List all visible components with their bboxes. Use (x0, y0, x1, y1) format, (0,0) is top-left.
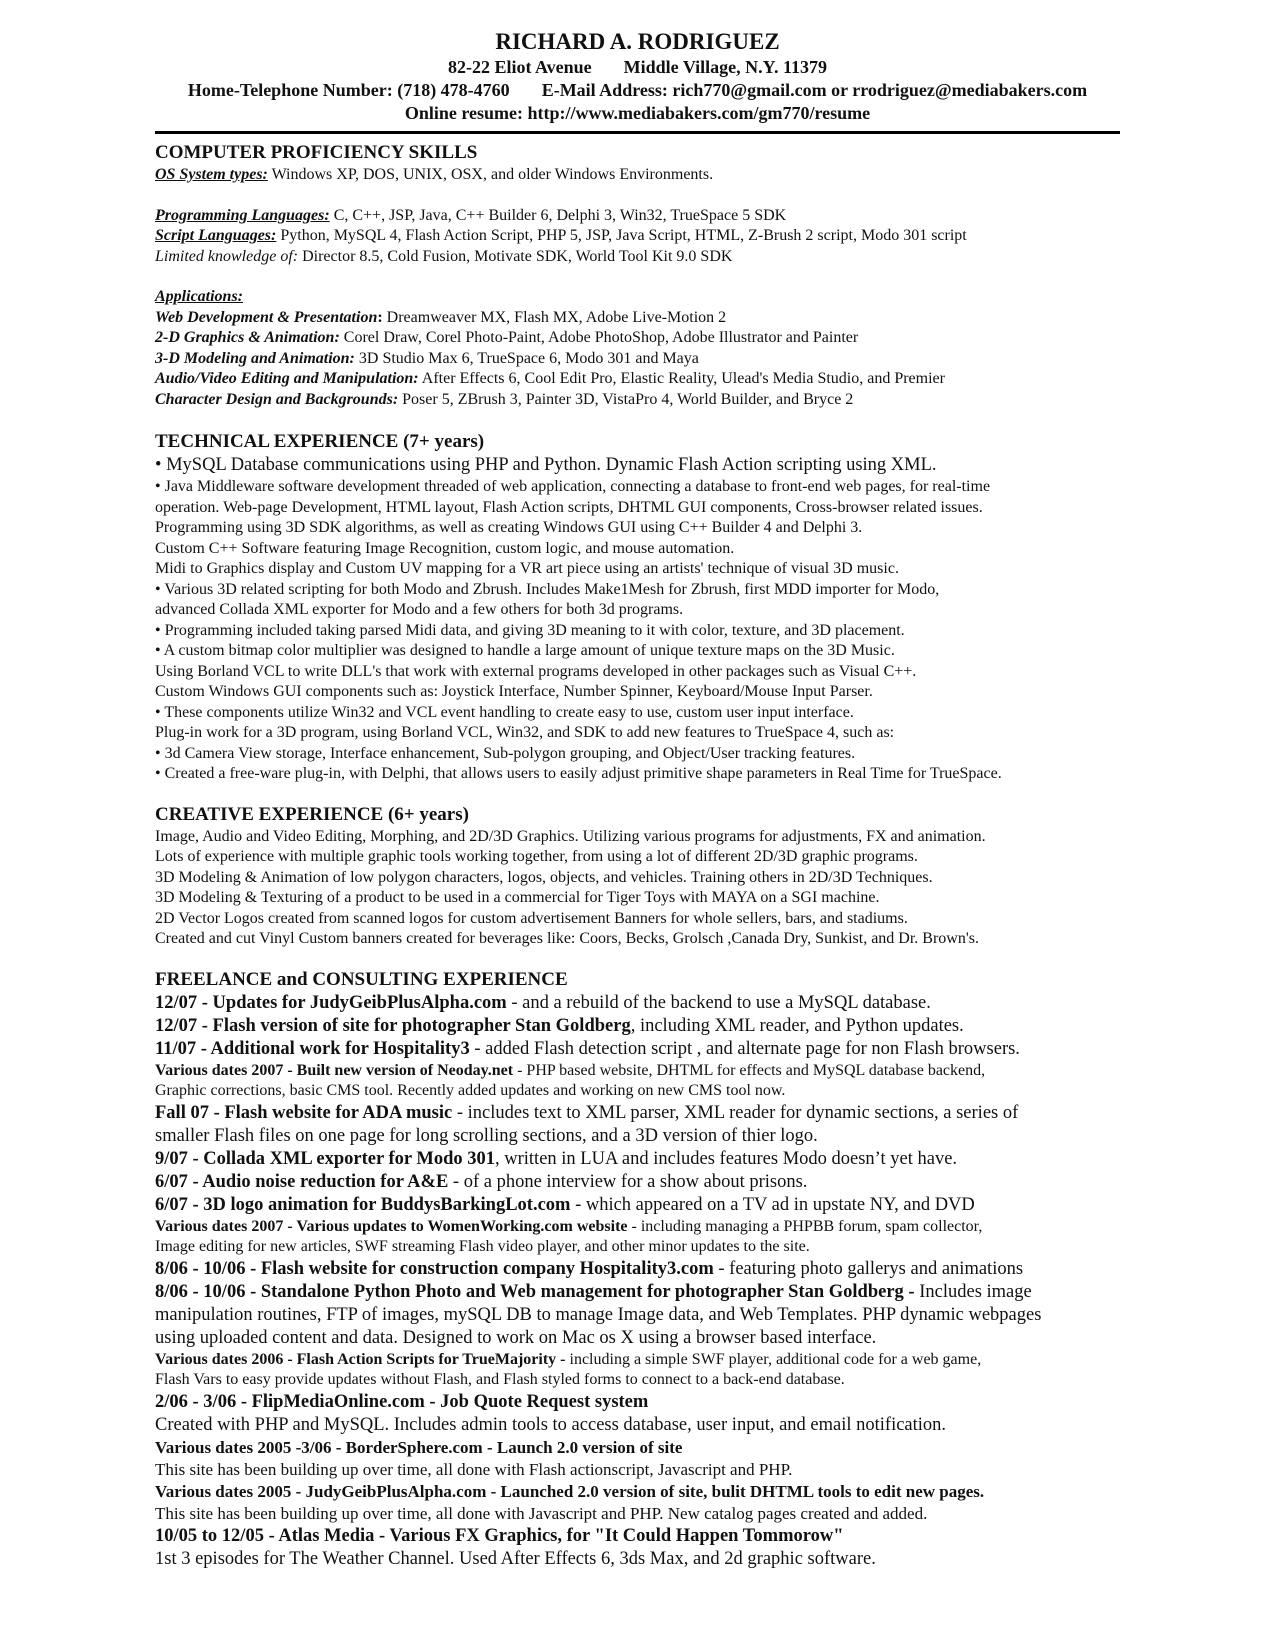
technical-line: • A custom bitmap color multiplier was designed to handle a large amount of unique texture maps on the 3D Music. (155, 642, 895, 659)
technical-first-line: • MySQL Database communications using PHP and Python. Dynamic Flash Action scripting using XML. (155, 455, 937, 475)
freelance-entry-title: 9/07 - Collada XML exporter for Modo 301 (155, 1148, 495, 1169)
freelance-entry-line (155, 1061, 1155, 1082)
technical-line: • Java Middleware software development threaded of web application, connecting a database to front-end web pages, for real-time (155, 478, 991, 495)
technical-line: Midi to Graphics display and Custom UV mapping for a VR art piece using an artists' technique of visual 3D music. (155, 560, 899, 577)
contact-line (0, 79, 1275, 102)
script-line (155, 226, 1155, 247)
modeling-3d-line (155, 349, 1155, 370)
programming-value: C, C++, JSP, Java, C++ Builder 6, Delphi 3, Win32, TrueSpace 5 SDK (329, 206, 787, 224)
freelance-entries (155, 992, 1155, 1571)
resume-header (0, 0, 1275, 125)
os-label: OS System types: (155, 166, 268, 183)
character-design-line (155, 390, 1155, 411)
header-divider (155, 131, 1120, 134)
freelance-entry-text: - PHP based website, DHTML for effects and MySQL database backend, (513, 1061, 986, 1079)
street-address: 82-22 Eliot Avenue (447, 57, 592, 77)
freelance-entry-continuation: Graphic corrections, basic CMS tool. Recently added updates and working on new CMS tool now. (155, 1082, 786, 1099)
technical-line: operation. Web-page Development, HTML layout, Flash Action scripts, DHTML GUI components, Cross-browser related issues. (155, 498, 983, 516)
applicant-name: RICHARD A. RODRIGUEZ (495, 29, 780, 54)
freelance-entry-text: - added Flash detection script , and alternate page for non Flash browsers. (469, 1038, 1020, 1059)
audio-video-value: After Effects 6, Cool Edit Pro, Elastic Reality, Ulead's Media Studio, and Premier (418, 370, 945, 387)
freelance-entry-title: Various dates 2006 - Flash Action Scripts for TrueMajority - (155, 1350, 566, 1368)
freelance-entry-continuation: Created with PHP and MySQL. Includes admin tools to access database, user input, and email notification. (155, 1414, 947, 1435)
freelance-entry-text: - which appeared on a TV ad in upstate NY, and DVD (570, 1194, 975, 1215)
freelance-entry-title: 6/07 - Audio noise reduction for A&E (155, 1171, 449, 1192)
graphics-2d-value: Corel Draw, Corel Photo-Paint, Adobe PhotoShop, Adobe Illustrator and Painter (339, 329, 859, 346)
freelance-entry-line (155, 1171, 1155, 1194)
freelance-entry-text: , written in LUA and includes features Modo doesn’t yet have. (495, 1148, 958, 1169)
audio-video-line (155, 369, 1155, 390)
applications-line (155, 287, 1155, 308)
freelance-entry-title: 11/07 - Additional work for Hospitality3 (155, 1038, 470, 1059)
section-title-skills: COMPUTER PROFICIENCY SKILLS (155, 142, 478, 163)
freelance-entry-line (155, 1102, 1155, 1125)
freelance-entry-continuation: Image editing for new articles, SWF streaming Flash video player, and other minor updates to the site. (155, 1238, 810, 1255)
web-dev-value: Dreamweaver MX, Flash MX, Adobe Live-Motion 2 (382, 308, 727, 326)
freelance-entry-continuation: smaller Flash files on one page for long scrolling sections, and a 3D version of thier logo. (155, 1125, 818, 1146)
freelance-entry-line (155, 1194, 1155, 1217)
graphics-2d-line (155, 328, 1155, 349)
email-address[interactable]: E-Mail Address: rich770@gmail.com or rrodriguez@mediabakers.com (541, 80, 1088, 100)
freelance-entry-text: Includes image (914, 1281, 1032, 1302)
freelance-entry-line (155, 1038, 1155, 1061)
creative-lines (155, 827, 1155, 950)
freelance-entry-line (155, 1437, 1155, 1459)
technical-line: • Created a free-ware plug-in, with Delphi, that allows users to easily adjust primitive shape parameters in Real Time for TrueSpace. (155, 765, 1002, 782)
freelance-entry-line (155, 1015, 1155, 1038)
programming-label: Programming Languages: (155, 206, 330, 224)
technical-line: Custom C++ Software featuring Image Recognition, custom logic, and mouse automation. (155, 539, 735, 557)
freelance-entry-title: 10/05 to 12/05 - Atlas Media - Various FX Graphics, for "It Could Happen Tommorow" (155, 1525, 844, 1546)
freelance-entry-title: 8/06 - 10/06 - Standalone Python Photo and Web management for photographer Stan Goldberg - (155, 1281, 915, 1302)
freelance-entry-line (155, 1350, 1155, 1371)
freelance-entry-continuation: manipulation routines, FTP of images, mySQL DB to manage Image data, and Web Templates. PHP dynamic webpages (155, 1304, 1042, 1325)
section-title-creative: CREATIVE EXPERIENCE (6+ years) (155, 803, 469, 825)
creative-line: 2D Vector Logos created from scanned logos for custom advertisement Banners for whole sellers, bars, and stadiums. (155, 909, 908, 927)
freelance-entry-continuation: using uploaded content and data. Designed to work on Mac os X using a browser based interface. (155, 1327, 877, 1348)
freelance-entry-line (155, 1281, 1155, 1304)
freelance-entry-text: - of a phone interview for a show about prisons. (448, 1171, 808, 1192)
freelance-entry-title: 8/06 - 10/06 - Flash website for construction company Hospitality3.com (155, 1258, 714, 1279)
modeling-3d-label: 3-D Modeling and Animation: (155, 349, 355, 367)
limited-line (155, 247, 1155, 268)
freelance-entry-title: Various dates 2007 - Built new version of Neoday.net (155, 1061, 514, 1079)
freelance-entry-line (155, 1148, 1155, 1171)
freelance-entry-title: Various dates 2005 -3/06 - BorderSphere.com - Launch 2.0 version of site (155, 1437, 683, 1457)
modeling-3d-value: 3D Studio Max 6, TrueSpace 6, Modo 301 and Maya (354, 349, 699, 367)
freelance-entry-title: 2/06 - 3/06 - FlipMediaOnline.com - Job Quote Request system (155, 1391, 649, 1412)
freelance-entry-line (155, 1481, 1155, 1503)
technical-line: Using Borland VCL to write DLL's that work with external programs developed in other packages such as Visual C++. (155, 662, 917, 680)
script-value: Python, MySQL 4, Flash Action Script, PHP 5, JSP, Java Script, HTML, Z-Brush 2 script, Modo 301 script (276, 227, 967, 244)
script-label: Script Languages: (155, 227, 277, 244)
technical-line: • Various 3D related scripting for both Modo and Zbrush. Includes Make1Mesh for Zbrush, first MDD importer for Modo, (155, 580, 940, 598)
character-design-label: Character Design and Backgrounds: (155, 390, 399, 408)
freelance-entry-continuation: This site has been building up over time, all done with Javascript and PHP. New catalog pages created and added. (155, 1503, 928, 1523)
freelance-entry-continuation: Flash Vars to easy provide updates without Flash, and Flash styled forms to connect to a back-end database. (155, 1371, 845, 1388)
os-line (155, 165, 1155, 186)
programming-line (155, 206, 1155, 227)
technical-line: Plug-in work for a 3D program, using Borland VCL, Win32, and SDK to add new features to TrueSpace 4, such as: (155, 724, 895, 741)
phone-number: Home-Telephone Number: (718) 478-4760 (187, 80, 510, 100)
freelance-entry-text: - including managing a PHPBB forum, spam collector, (627, 1217, 983, 1235)
creative-line: Lots of experience with multiple graphic tools working together, from using a lot of different 2D/3D graphic programs. (155, 848, 918, 865)
freelance-entry-title: Fall 07 - Flash website for ADA music (155, 1102, 453, 1123)
technical-line: • 3d Camera View storage, Interface enhancement, Sub-polygon grouping, and Object/User tracking features. (155, 744, 856, 762)
web-dev-label: Web Development & Presentation (155, 308, 378, 326)
limited-label: Limited knowledge of: (155, 247, 299, 265)
freelance-entry-title: 6/07 - 3D logo animation for BuddysBarkingLot.com (155, 1194, 571, 1215)
technical-line: • These components utilize Win32 and VCL event handling to create easy to use, custom user input interface. (155, 703, 854, 721)
resume-content (155, 141, 1155, 1571)
technical-line: • Programming included taking parsed Midi data, and giving 3D meaning to it with color, texture, and 3D placement. (155, 621, 905, 639)
technical-line: Custom Windows GUI components such as: Joystick Interface, Number Spinner, Keyboard/Mouse Input Parser. (155, 683, 873, 700)
freelance-entry-text: - includes text to XML parser, XML reader for dynamic sections, a series of (452, 1102, 1019, 1123)
freelance-entry-line (155, 1217, 1155, 1238)
web-dev-line (155, 308, 1155, 329)
freelance-entry-text: - featuring photo gallerys and animations (713, 1258, 1024, 1279)
freelance-entry-title: Various dates 2007 - Various updates to WomenWorking.com website (155, 1217, 628, 1235)
freelance-entry-title: 12/07 - Flash version of site for photographer Stan Goldberg (155, 1015, 631, 1036)
freelance-entry-title: Various dates 2005 - JudyGeibPlusAlpha.com - Launched 2.0 version of site, bulit DHTML tools to edit new pages. (155, 1481, 985, 1501)
freelance-entry-title: 12/07 - Updates for JudyGeibPlusAlpha.com (155, 992, 507, 1013)
freelance-entry-line (155, 992, 1155, 1015)
city-address: Middle Village, N.Y. 11379 (623, 57, 828, 77)
creative-line: 3D Modeling & Texturing of a product to be used in a commercial for Tiger Toys with MAYA on a SGI machine. (155, 889, 880, 906)
address-line (0, 56, 1275, 79)
character-design-value: Poser 5, ZBrush 3, Painter 3D, VistaPro 4, World Builder, and Bryce 2 (398, 390, 854, 408)
freelance-entry-text: including a simple SWF player, additional code for a web game, (565, 1350, 982, 1368)
creative-line: 3D Modeling & Animation of low polygon characters, logos, objects, and vehicles. Training others in 2D/3D Techniques. (155, 868, 933, 886)
technical-lines (155, 477, 1155, 785)
creative-line: Created and cut Vinyl Custom banners created for beverages like: Coors, Becks, Grolsch ,Canada Dry, Sunkist, and Dr. Brown's. (155, 930, 979, 947)
freelance-entry-text: , including XML reader, and Python updates. (630, 1015, 964, 1036)
applications-label: Applications: (155, 288, 244, 305)
graphics-2d-label: 2-D Graphics & Animation: (155, 329, 340, 346)
online-resume-link[interactable]: Online resume: http://www.mediabakers.com/gm770/resume (404, 103, 871, 123)
audio-video-label: Audio/Video Editing and Manipulation: (155, 370, 419, 387)
freelance-entry-line (155, 1525, 1155, 1548)
freelance-entry-continuation: This site has been building up over time, all done with Flash actionscript, Javascript and PHP. (155, 1459, 793, 1479)
section-title-freelance: FREELANCE and CONSULTING EXPERIENCE (155, 968, 568, 990)
freelance-entry-line (155, 1258, 1155, 1281)
os-value: Windows XP, DOS, UNIX, OSX, and older Windows Environments. (267, 166, 714, 183)
web-dev-colon: : (377, 308, 383, 326)
limited-value: Director 8.5, Cold Fusion, Motivate SDK, World Tool Kit 9.0 SDK (298, 247, 733, 265)
freelance-entry-continuation: 1st 3 episodes for The Weather Channel. Used After Effects 6, 3ds Max, and 2d graphic software. (155, 1548, 876, 1569)
freelance-entry-line (155, 1391, 1155, 1414)
freelance-entry-text: - and a rebuild of the backend to use a MySQL database. (506, 992, 931, 1013)
section-title-technical: TECHNICAL EXPERIENCE (7+ years) (155, 431, 485, 452)
technical-line: Programming using 3D SDK algorithms, as well as creating Windows GUI using C++ Builder 4 and Delphi 3. (155, 519, 863, 536)
technical-line: advanced Collada XML exporter for Modo and a few others for both 3d programs. (155, 601, 684, 618)
creative-line: Image, Audio and Video Editing, Morphing, and 2D/3D Graphics. Utilizing various programs for adjustments, FX and animation. (155, 827, 986, 845)
